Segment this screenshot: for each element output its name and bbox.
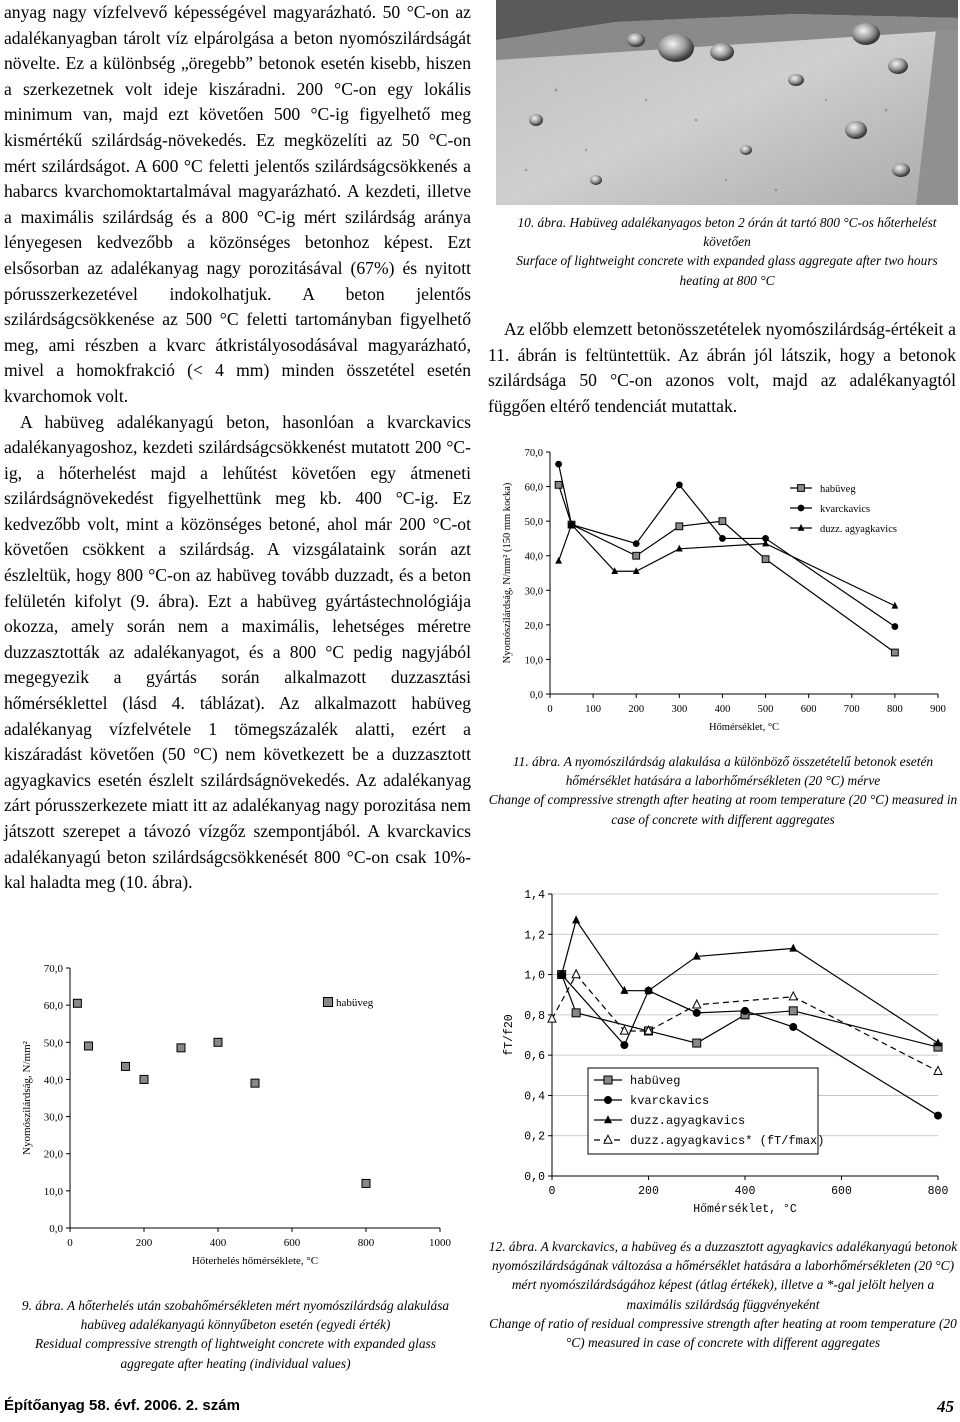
plot-area	[70, 968, 440, 1228]
y-tick-label: 40,0	[43, 1074, 63, 1087]
fig11-svg	[488, 440, 958, 740]
data-point	[572, 1009, 580, 1017]
x-tick-label: 900	[930, 704, 946, 715]
paragraph-2: A habüveg adalékanyagú beton, hasonlóan a kvarckavics adalékanyagoshoz, kezdeti szilárdságcsökkenést mutatott 200 °C-ig, a hőterhelést majd a lehűtést követően egy átmeneti szilárdságnövekedést figyelhettünk meg kb. 400 °C-ig. Ez kedvezőbb volt, mint a közönséges betoné, ahol már 200 °C-ot követően csökkent a szilárdság. A vizsgálataink során azt észleltük, hogy 800 °C-on az habüveg tovább duzzadt, és a beton felületén kifolyt (9. ábra). Ezt a habüveg gyártástechnológiája okozza, amely során nem a maximális, lehetséges méretre duzzasztották az adalékanyagot, és a 800 °C pedig nagyjából megegyezik a gyártás során alkalmazott duzzasztási hőmérséklettel (lásd 4. táblázat). Az alkalmazott habüveg adalékanyag vízfelvétele 1 tömegszázalék alatti, ezért a kiszáradást követően (50 °C) nem következett be a duzzasztott agyagkavics esetén észlelt szilárdságnövekedés. Az adalékanyag zárt pórusszerkezete miatt itt az adalékanyag nagy porozitása nem játszott szerepet a távozó vízgőz szempontjából. A kvarckavics adalékanyagú beton szilárdságcsökkenését 800 °C-on csak 10%-kal haladta meg (10. ábra).	[4, 411, 471, 893]
x-tick-label: 0	[67, 1237, 73, 1249]
x-tick-label: 300	[671, 704, 688, 715]
fig12-chart	[488, 880, 958, 1220]
y-tick-label: 50,0	[43, 1037, 63, 1050]
fig12-caption-en: Change of ratio of residual compressive strength after heating at room temperature (20 °C) measured in case of concrete with different aggregates	[489, 1315, 957, 1351]
data-point	[676, 481, 683, 488]
legend-label: duzz.agyagkavics	[630, 1114, 746, 1128]
x-axis-label: Hőmérséklet, °C	[708, 722, 780, 733]
y-tick-label: 0,0	[529, 690, 543, 701]
legend-label: habüveg	[336, 997, 374, 1009]
fig9-chart	[8, 950, 470, 1270]
x-tick-label: 600	[283, 1237, 301, 1249]
data-point	[789, 1023, 797, 1031]
legend-marker	[798, 485, 805, 492]
concrete-surface-photo	[496, 0, 958, 205]
fig9-caption	[8, 1296, 463, 1373]
data-point	[177, 1044, 185, 1052]
data-point	[789, 1007, 797, 1015]
legend	[588, 1068, 824, 1154]
fig10-caption-en: Surface of lightweight concrete with expanded glass aggregate after two hours heating at 800 °C	[516, 253, 938, 288]
paragraph-3: Az előbb elemzett betonösszetételek nyomószilárdság-értékeit a 11. ábrán is feltüntettük. Az ábrán jól látszik, hogy a betonok szilárdsága 50 °C-on azonos volt, majd az adalékanyagtól függően eltérő tendenciát mutattak.	[488, 319, 956, 416]
data-point	[633, 552, 640, 559]
legend-marker	[604, 1096, 612, 1104]
y-tick-label: 0,4	[524, 1090, 545, 1104]
fig11-caption	[488, 752, 958, 829]
data-point	[73, 999, 81, 1007]
y-tick-label: 10,0	[43, 1185, 63, 1198]
data-point	[676, 523, 683, 530]
data-point	[934, 1112, 942, 1120]
y-tick-label: 0,0	[524, 1171, 545, 1184]
legend-label: habüveg	[630, 1074, 681, 1088]
data-point	[719, 518, 726, 525]
x-tick-label: 800	[887, 704, 903, 715]
y-tick-label: 50,0	[524, 517, 543, 529]
data-point	[85, 1042, 93, 1050]
y-axis-label: Nyomószilárdság, N/mm²	[21, 1041, 33, 1155]
fig9-caption-en: Residual compressive strength of lightweight concrete with expanded glass aggregate after heating (individual values)	[35, 1336, 436, 1371]
legend-marker	[604, 1076, 612, 1084]
y-tick-label: 1,0	[524, 969, 545, 983]
footer-page-number: 45	[937, 1397, 954, 1416]
fig11-chart	[488, 440, 958, 740]
data-point	[251, 1079, 259, 1087]
x-tick-label: 200	[638, 1185, 659, 1198]
data-point	[555, 481, 562, 488]
legend-label: duzz.agyagkavics* (fT/fmax)	[630, 1134, 825, 1148]
x-tick-label: 700	[843, 704, 860, 715]
x-tick-label: 200	[135, 1237, 153, 1249]
y-tick-label: 0,0	[49, 1223, 63, 1235]
y-tick-label: 20,0	[43, 1148, 63, 1161]
fig12-caption-hu: 12. ábra. A kvarckavics, a habüveg és a duzzasztott agyagkavics adalékanyagú betonok nyomószilárdságának változása a hőmérséklet hatására a laborhőmérsékleten (20 °C) mért nyomószilárdságához képest (átlag értékek), illetve a *-gal jelölt helyen a maximális szilárdság függvényeként	[488, 1239, 958, 1312]
x-tick-label: 800	[357, 1237, 375, 1249]
y-tick-label: 1,4	[524, 889, 545, 902]
x-tick-label: 500	[757, 704, 774, 715]
legend-label: kvarckavics	[820, 504, 871, 515]
data-point	[633, 540, 640, 547]
y-tick-label: 10,0	[524, 655, 543, 667]
y-tick-label: 60,0	[43, 1000, 63, 1013]
y-tick-label: 0,8	[524, 1009, 545, 1023]
y-tick-label: 70,0	[524, 448, 543, 459]
fig9-svg	[8, 950, 470, 1270]
left-column	[4, 0, 471, 896]
y-tick-label: 40,0	[524, 551, 543, 563]
data-point	[555, 461, 562, 468]
y-tick-label: 70,0	[43, 963, 63, 975]
fig12-caption	[488, 1237, 958, 1352]
fig9-caption-hu: 9. ábra. A hőterhelés után szobahőmérsékleten mért nyomószilárdság alakulása habüveg adalékanyagú könnyűbeton esetén (egyedi érték)	[21, 1298, 450, 1333]
x-tick-label: 400	[714, 704, 731, 715]
y-tick-label: 60,0	[524, 482, 543, 494]
data-point	[693, 1009, 701, 1017]
legend-marker	[324, 998, 333, 1007]
x-tick-label: 1000	[429, 1237, 451, 1249]
data-point	[122, 1062, 130, 1070]
plot-area	[550, 452, 938, 694]
y-tick-label: 0,6	[524, 1050, 545, 1064]
data-point	[620, 1041, 628, 1049]
data-point	[891, 649, 898, 656]
data-point	[762, 556, 769, 563]
data-point	[214, 1038, 222, 1046]
x-tick-label: 600	[800, 704, 817, 715]
x-tick-label: 400	[734, 1185, 756, 1198]
data-point	[140, 1075, 148, 1083]
y-tick-label: 30,0	[43, 1111, 63, 1124]
data-point	[693, 1039, 701, 1047]
paragraph-1: anyag nagy vízfelvevő képességével magyarázható. 50 °C-on az adalékanyagban tárolt víz elpárolgása a beton nyomószilárdságát növelte. Ez a különbség „öregebb” betonok esetén kisebb, hiszen a szerkezetnek volt ideje kiszáradni. 200 °C-on egy lokális minimum van, majd ezt követően 500 °C-ig figyelhető meg kismértékű szilárdság-növekedés. Ez megközelíti az 50 °C-on mért szilárdságot. A 600 °C feletti jelentős szilárdságcsökkenés a habarcs kvarchomoktartalmával magyarázható. A kezdeti, illetve a maximális szilárdság és a 800 °C-ig mért szilárdság aránya lényegesen kedvezőbb a közönséges betonhoz képest. Ezt elsősorban az adalékanyag nagy porozitásával (67%) és nyitott pórusszerkezetével indokolhatjuk. A beton jelentős szilárdságcsökkenése az 500 °C feletti tartományban figyelhető meg, ami részben a kvarc átkristályosodásával magyarázható, mivel a homokfrakció (< 4 mm) minden összetétel esetén kvarchomok volt.	[4, 2, 471, 406]
right-column	[488, 317, 956, 419]
fig10-caption-hu: 10. ábra. Habüveg adalékanyagos beton 2 órán át tartó 800 °C-os hőterhelést követően	[517, 215, 937, 250]
legend-label: duzz. agyagkavics	[820, 524, 897, 535]
data-point	[362, 1179, 370, 1187]
fig10-caption	[496, 213, 958, 290]
y-axis-label: Nyomószilárdság, N/mm² (150 mm kocka)	[502, 482, 513, 664]
y-axis-label: fT/f20	[503, 1014, 516, 1056]
data-point	[741, 1007, 749, 1015]
x-tick-label: 200	[628, 704, 645, 715]
x-axis-label: Hőmérséklet, °C	[693, 1203, 797, 1216]
x-tick-label: 0	[548, 1185, 556, 1198]
legend-marker	[798, 505, 805, 512]
y-tick-label: 0,2	[524, 1130, 545, 1144]
x-tick-label: 800	[927, 1185, 949, 1198]
y-tick-label: 30,0	[524, 586, 543, 598]
data-point	[891, 623, 898, 630]
x-tick-label: 0	[547, 704, 553, 715]
x-axis-label: Hőterhelés hőmérséklete, °C	[191, 1255, 319, 1267]
y-tick-label: 20,0	[524, 620, 543, 632]
x-tick-label: 600	[831, 1185, 852, 1198]
fig11-caption-hu: 11. ábra. A nyomószilárdság alakulása a különböző összetételű betonok esetén hőmérséklet hatására a laborhőmérsékleten (20 °C) mérve	[512, 754, 934, 789]
footer-journal: Építőanyag 58. évf. 2006. 2. szám	[4, 1397, 240, 1414]
y-tick-label: 1,2	[524, 929, 545, 943]
legend-label: habüveg	[820, 484, 856, 495]
fig12-svg	[488, 880, 958, 1220]
data-point	[719, 535, 726, 542]
x-tick-label: 400	[209, 1237, 227, 1249]
fig11-caption-en: Change of compressive strength after heating at room temperature (20 °C) measured in case of concrete with different aggregates	[488, 792, 958, 827]
legend-label: kvarckavics	[630, 1094, 710, 1108]
x-tick-label: 100	[585, 704, 601, 715]
